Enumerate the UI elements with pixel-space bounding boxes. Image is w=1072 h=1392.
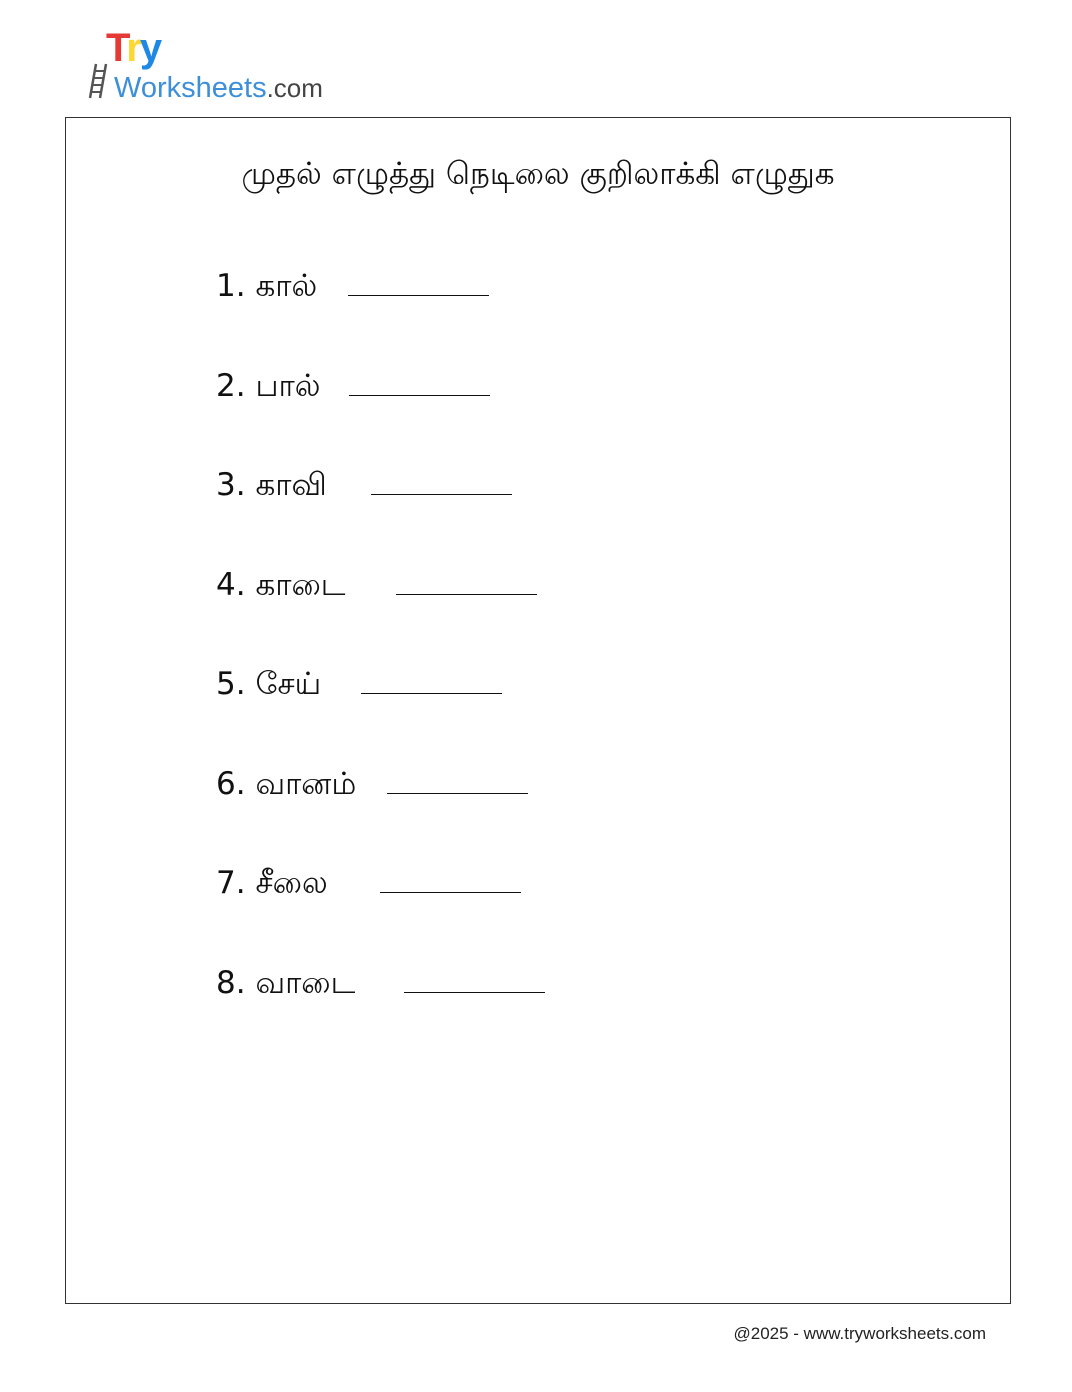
worksheet-frame bbox=[65, 117, 1011, 1304]
logo-domain: .com bbox=[266, 73, 323, 103]
answer-blank[interactable] bbox=[349, 395, 490, 396]
question-item bbox=[216, 266, 317, 306]
question-number: 1. bbox=[216, 268, 246, 304]
question-word: வானம் bbox=[255, 766, 357, 802]
question-item bbox=[216, 565, 345, 605]
question-number: 7. bbox=[216, 865, 246, 901]
question-word: காவி bbox=[255, 467, 327, 503]
question-word: கால் bbox=[255, 268, 318, 304]
question-word: சீலை bbox=[255, 865, 328, 901]
logo-letter-y: y bbox=[139, 26, 161, 70]
logo-try-text bbox=[106, 28, 160, 68]
question-word: வாடை bbox=[255, 965, 356, 1001]
question-word: காடை bbox=[255, 567, 346, 603]
answer-blank[interactable] bbox=[361, 693, 502, 694]
question-number: 5. bbox=[216, 666, 246, 702]
site-logo bbox=[88, 28, 338, 108]
question-number: 2. bbox=[216, 368, 246, 404]
question-number: 8. bbox=[216, 965, 246, 1001]
question-item bbox=[216, 963, 355, 1003]
answer-blank[interactable] bbox=[348, 295, 489, 296]
logo-worksheets: Worksheets bbox=[114, 72, 267, 104]
answer-blank[interactable] bbox=[371, 494, 512, 495]
logo-letter-r: r bbox=[126, 26, 140, 70]
question-item bbox=[216, 465, 327, 505]
answer-blank[interactable] bbox=[404, 992, 545, 993]
question-item bbox=[216, 664, 321, 704]
answer-blank[interactable] bbox=[387, 793, 528, 794]
question-number: 3. bbox=[216, 467, 246, 503]
logo-wordmark bbox=[114, 72, 323, 104]
logo-letter-t: T bbox=[106, 26, 127, 70]
footer-copyright: @2025 - www.tryworksheets.com bbox=[733, 1324, 986, 1343]
question-item bbox=[216, 366, 320, 406]
question-word: பால் bbox=[255, 368, 321, 404]
question-number: 4. bbox=[216, 567, 246, 603]
question-number: 6. bbox=[216, 766, 246, 802]
question-word: சேய் bbox=[255, 666, 322, 702]
question-item bbox=[216, 764, 356, 804]
answer-blank[interactable] bbox=[396, 594, 537, 595]
question-item bbox=[216, 863, 328, 903]
worksheet-title: முதல் எழுத்து நெடிலை குறிலாக்கி எழுதுக bbox=[241, 156, 835, 192]
answer-blank[interactable] bbox=[380, 892, 521, 893]
